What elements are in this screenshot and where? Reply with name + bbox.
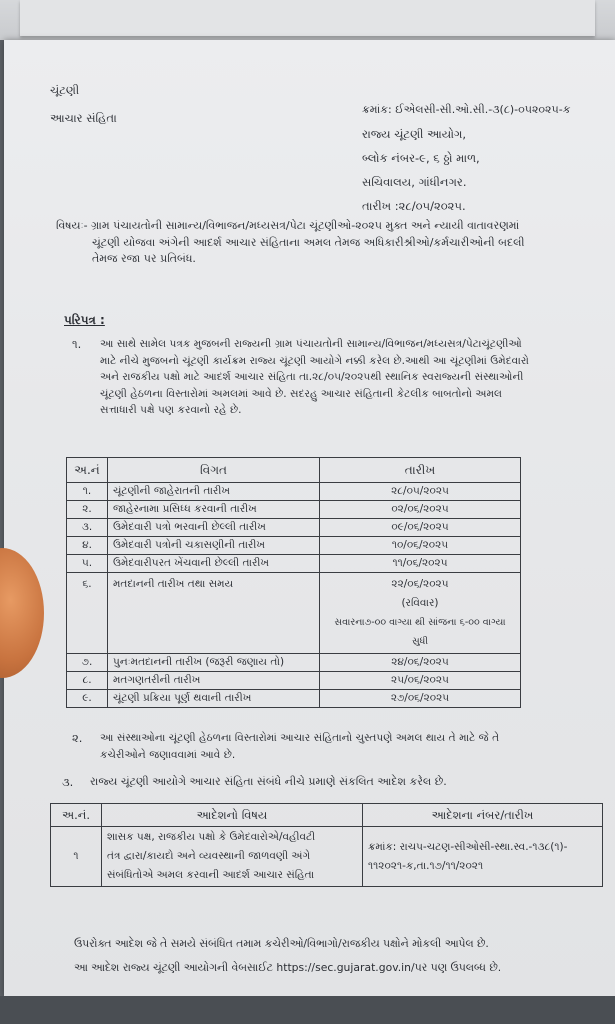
background-sheet <box>0 0 615 40</box>
row-detail: ઉમેદવારી પત્રોની ચકાસણીની તારીખ <box>108 537 320 555</box>
row-num: ૬. <box>67 573 108 654</box>
para1-line-3: અને રાજકીય પક્ષો માટે આદર્શ આચાર સંહિતા તા.૨૮/૦૫/૨૦૨૫થી સ્થાનિક સ્વરાજ્યની સંસ્થાઓની <box>100 371 524 383</box>
col-header-reference: આદેશના નંબર/તારીખ <box>363 804 603 827</box>
table-row <box>51 827 603 887</box>
subject-line-2: ચૂંટણી યોજવા અંગેની આદર્શ આચાર સંહિતાના અમલ તેમજ અધિકારીશ્રીઓ/કર્મચારીઓની બદલી <box>92 235 525 249</box>
footer-line-2: આ આદેશ રાજ્ય ચૂંટણી આયોગની વેબસાઈટ https://sec.gujarat.gov.in/પર પણ ઉપલબ્ધ છે. <box>74 961 502 974</box>
dept-line-2: આચાર સંહિતા <box>50 111 117 125</box>
office-name: રાજ્ય ચૂંટણી આયોગ, <box>362 127 467 141</box>
footer-line-1: ઉપરોક્ત આદેશ જે તે સમયે સંબંધિત તમામ કચેરીઓ/વિભાગો/રાજકીય પક્ષોને મોકલી આપેલ છે. <box>74 937 489 950</box>
subject-line-3: તેમજ રજા પર પ્રતિબંધ. <box>92 252 196 265</box>
row-num: ૮. <box>67 672 108 690</box>
table-row <box>67 483 521 501</box>
row-num: ૯. <box>67 690 108 708</box>
reference-number: ક્રમાંક: ઈએલસી-સી.ઓ.સી.-૩(૮)-૦૫૨૦૨૫-ક <box>362 103 571 116</box>
para2-line-1: આ સંસ્થાઓના ચૂંટણી હેઠળના વિસ્તારોમાં આચાર સંહિતાનો ચુસ્તપણે અમલ થાય તે માટે જે તે <box>100 732 500 744</box>
polling-time: સવારના૭-૦૦ વાગ્યા થી સાંજના ૬-૦૦ વાગ્યા સુધી <box>334 617 506 647</box>
polling-day: (રવિવાર) <box>401 597 439 609</box>
para3-text: રાજ્ય ચૂંટણી આયોગે આચાર સંહિતા સંબંધે નીચે પ્રમાણે સંકલિત આદેશ કરેલ છે. <box>90 775 447 788</box>
row-date: ૨૭/૦૬/૨૦૨૫ <box>320 690 521 708</box>
para3-number: ૩. <box>62 775 74 789</box>
row-num: ૨. <box>67 501 108 519</box>
sheet-fold <box>20 0 595 36</box>
order-subject-line-2: તંત્ર દ્વારા/કાયદો અને વ્યવસ્થાની જાળવણી અંગે <box>107 850 311 862</box>
row-date: ૨૫/૦૬/૨૦૨૫ <box>320 672 521 690</box>
row-date: ૨૮/૦૫/૨૦૨૫ <box>320 483 521 501</box>
row-detail: ચૂંટણી પ્રક્રિયા પૂર્ણ થવાની તારીખ <box>108 690 320 708</box>
col-header-serial: અ.નં. <box>51 804 102 827</box>
para2-number: ૨. <box>72 731 83 745</box>
office-address-2: સચિવાલય, ગાંધીનગર. <box>362 175 467 189</box>
row-num: ૭. <box>67 654 108 672</box>
orders-table <box>50 803 603 887</box>
letter-date: તારીખ :૨૮/૦૫/૨૦૨૫. <box>362 199 466 213</box>
background-strip <box>0 996 615 1024</box>
row-detail: જાહેરનામા પ્રસિધ્ધ કરવાની તારીખ <box>108 501 320 519</box>
row-detail: પુનઃમતદાનની તારીખ (જરૂરી જણાય તો) <box>108 654 320 672</box>
para1-line-5: સત્તાધારી પક્ષે પણ કરવાનો રહે છે. <box>100 404 242 416</box>
office-address-1: બ્લોક નંબર-૯, ૬ ઠ્ઠો માળ, <box>362 151 480 165</box>
orders-header-row <box>51 804 603 827</box>
table-row <box>67 537 521 555</box>
table-row <box>67 690 521 708</box>
row-date: ૧૧/૦૬/૨૦૨૫ <box>320 555 521 573</box>
document-page <box>4 40 615 996</box>
row-date: ૨૪/૦૬/૨૦૨૫ <box>320 654 521 672</box>
table-row <box>67 672 521 690</box>
circular-heading: પરિપત્ર : <box>64 313 105 327</box>
row-detail: ચૂંટણીની જાહેરાતની તારીખ <box>108 483 320 501</box>
row-detail: ઉમેદવારી પત્રો ભરવાની છેલ્લી તારીખ <box>108 519 320 537</box>
row-num: ૧. <box>67 483 108 501</box>
row-date: ૧૦/૦૬/૨૦૨૫ <box>320 537 521 555</box>
polling-date: ૨૨/૦૬/૨૦૨૫ <box>391 578 449 590</box>
row-date: ૦૯/૦૬/૨૦૨૫ <box>320 519 521 537</box>
subject-line-1: વિષયઃ- ગ્રામ પંચાયતોની સામાન્ય/વિભાજન/મધ્યસત્ર/પેટા ચૂંટણીઓ-૨૦૨૫ મુક્ત અને ન્યાયી વાતાવરણમાં <box>56 219 520 232</box>
para1-line-4: ચૂંટણી હેઠળના વિસ્તારોમાં અમલમાં આવે છે. સદરહુ આચાર સંહિતાની કેટલીક બાબતોનો અમલ <box>100 387 503 400</box>
row-num: ૩. <box>67 519 108 537</box>
subject-block <box>56 218 596 268</box>
col-header-detail: વિગત <box>108 458 320 483</box>
order-subject <box>102 827 363 887</box>
para1-text <box>100 336 600 419</box>
table-row <box>67 654 521 672</box>
row-date: ૦૨/૦૬/૨૦૨૫ <box>320 501 521 519</box>
order-reference-line-1: ક્રમાંક: રાચપ-ચટણ-સીઓસી-સ્થા.સ્વ.-૧૩૮(૧)- <box>368 840 568 853</box>
para2-line-2: કચેરીઓને જણાવવામાં આવે છે. <box>100 748 236 761</box>
para1-line-2: માટે નીચે મુજબનો ચૂંટણી કાર્યક્રમ રાજ્ય ચૂંટણી આયોગે નક્કી કરેલ છે.આથી આ ચૂંટણીમાં ઉમેદવારો <box>100 354 529 367</box>
row-num: ૧ <box>51 827 102 887</box>
schedule-header-row <box>67 458 521 483</box>
table-row <box>67 501 521 519</box>
row-detail: મતગણતરીની તારીખ <box>108 672 320 690</box>
election-schedule-table <box>66 457 521 708</box>
order-subject-line-1: શાસક પક્ષ, રાજકીય પક્ષો કે ઉમેદવારોએ/વહીવટી <box>107 831 316 843</box>
dept-line-1: ચૂંટણી <box>50 83 80 97</box>
row-detail: ઉમેદવારીપરત ખેંચવાની છેલ્લી તારીખ <box>108 555 320 573</box>
row-num: ૪. <box>67 537 108 555</box>
row-detail: મતદાનની તારીખ તથા સમય <box>108 573 320 654</box>
table-row <box>67 519 521 537</box>
col-header-subject: આદેશનો વિષય <box>102 804 363 827</box>
row-date <box>320 573 521 654</box>
table-row <box>67 573 521 654</box>
col-header-serial: અ.નં <box>67 458 108 483</box>
order-reference <box>363 827 603 887</box>
order-subject-line-3: સંબંધિતોએ અમલ કરવાની આદર્શ આચાર સંહિતા <box>107 869 315 881</box>
order-reference-line-2: ૧૧૨૦૨૧-ક,તા.૧૭/૧૧/૨૦૨૧ <box>368 859 484 872</box>
para1-line-1: આ સાથે સામેલ પત્રક મુજબની રાજ્યની ગ્રામ પંચાયતોની સામાન્ય/વિભાજન/મધ્યસત્ર/પેટાચૂંટણીઓ <box>100 338 522 350</box>
para1-number: ૧. <box>72 337 82 351</box>
table-row <box>67 555 521 573</box>
col-header-date: તારીખ <box>320 458 521 483</box>
para2-text <box>100 730 600 763</box>
row-num: ૫. <box>67 555 108 573</box>
